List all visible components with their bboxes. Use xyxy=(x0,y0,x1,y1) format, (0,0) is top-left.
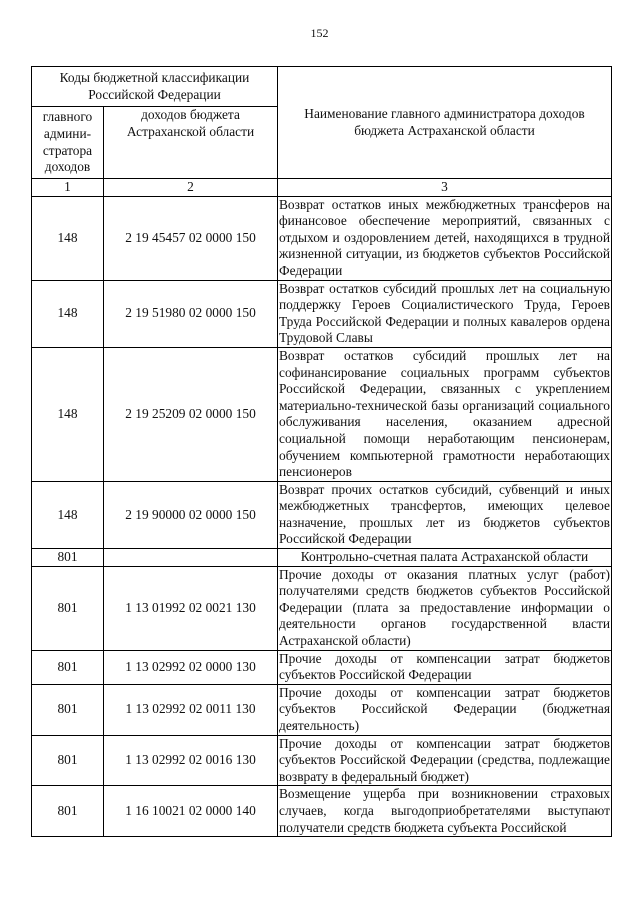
income-code-cell: 2 19 90000 02 0000 150 xyxy=(104,481,278,548)
administrator-name-cell: Прочие доходы от компенсации затрат бюджетов субъектов Российской Федерации xyxy=(278,650,612,684)
header-codes-group: Коды бюджетной классификации Российской Федерации xyxy=(32,67,278,107)
administrator-name-cell: Возврат остатков субсидий прошлых лет на социальную поддержку Героев Социалистического Труда, Героев Труда Российской Федерации и полных кавалеров ордена Трудовой Славы xyxy=(278,280,612,347)
income-code-cell xyxy=(104,549,278,567)
income-code-cell: 1 13 02992 02 0000 130 xyxy=(104,650,278,684)
admin-code-cell: 801 xyxy=(32,786,104,837)
budget-classification-table xyxy=(31,66,612,837)
income-code-cell: 2 19 45457 02 0000 150 xyxy=(104,196,278,280)
table-row xyxy=(32,684,612,735)
table-row xyxy=(32,735,612,786)
admin-code-cell: 801 xyxy=(32,566,104,650)
admin-code-cell: 801 xyxy=(32,549,104,567)
income-code-cell: 2 19 25209 02 0000 150 xyxy=(104,347,278,481)
admin-code-cell: 801 xyxy=(32,684,104,735)
column-number-1: 1 xyxy=(32,179,104,197)
income-code-cell: 2 19 51980 02 0000 150 xyxy=(104,280,278,347)
page-number: 152 xyxy=(310,26,329,40)
administrator-name-cell: Возврат остатков субсидий прошлых лет на софинансирование социальных программ субъектов Российской Федерации, связанных с укреплением материально-технической базы организаций социального обслуживания населения, оказанием адресной социальной помощи неработающим пенсионерам, обучением компьютерной грамотности неработающих пенсионеров xyxy=(278,347,612,481)
admin-code-cell: 148 xyxy=(32,280,104,347)
administrator-name-cell: Прочие доходы от компенсации затрат бюджетов субъектов Российской Федерации (бюджетная деятельность) xyxy=(278,684,612,735)
table-row xyxy=(32,347,612,481)
header-income-column: доходов бюджета Астраханской области xyxy=(104,107,278,179)
income-code-cell: 1 16 10021 02 0000 140 xyxy=(104,786,278,837)
table-row xyxy=(32,196,612,280)
table-row xyxy=(32,566,612,650)
table-row xyxy=(32,481,612,548)
column-number-3: 3 xyxy=(278,179,612,197)
income-code-cell: 1 13 02992 02 0011 130 xyxy=(104,684,278,735)
admin-code-cell: 148 xyxy=(32,196,104,280)
admin-code-cell: 148 xyxy=(32,347,104,481)
administrator-name-cell: Прочие доходы от оказания платных услуг (работ) получателями средств бюджетов субъектов Российской Федерации (плата за предоставление информации о деятельности органов государственной власти Астраханской области) xyxy=(278,566,612,650)
table-row xyxy=(32,549,612,567)
table-row xyxy=(32,650,612,684)
admin-code-cell: 148 xyxy=(32,481,104,548)
administrator-name-cell: Контрольно-счетная палата Астраханской области xyxy=(278,549,612,567)
admin-code-cell: 801 xyxy=(32,650,104,684)
header-row-numbers xyxy=(32,179,612,197)
administrator-name-cell: Возврат прочих остатков субсидий, субвенций и иных межбюджетных трансфертов, имеющих целевое назначение, прошлых лет из бюджетов субъектов Российской Федерации xyxy=(278,481,612,548)
administrator-name-cell: Возврат остатков иных межбюджетных трансферов на финансовое обеспечение мероприятий, связанных с отдыхом и оздоровлением детей, находящихся в трудной жизненной ситуации, из бюджетов субъектов Российской Федерации xyxy=(278,196,612,280)
administrator-name-cell: Возмещение ущерба при возникновении страховых случаев, когда выгодоприобретателями выступают получатели средств бюджета субъекта Российской xyxy=(278,786,612,837)
header-row-group xyxy=(32,67,612,107)
income-code-cell: 1 13 01992 02 0021 130 xyxy=(104,566,278,650)
admin-code-cell: 801 xyxy=(32,735,104,786)
table-row xyxy=(32,786,612,837)
table-row xyxy=(32,280,612,347)
administrator-name-cell: Прочие доходы от компенсации затрат бюджетов субъектов Российской Федерации (средства, подлежащие возврату в федеральный бюджет) xyxy=(278,735,612,786)
income-code-cell: 1 13 02992 02 0016 130 xyxy=(104,735,278,786)
header-admin-column: главного админи-стратора доходов xyxy=(32,107,104,179)
column-number-2: 2 xyxy=(104,179,278,197)
header-name-column: Наименование главного администратора доходов бюджета Астраханской области xyxy=(278,67,612,179)
